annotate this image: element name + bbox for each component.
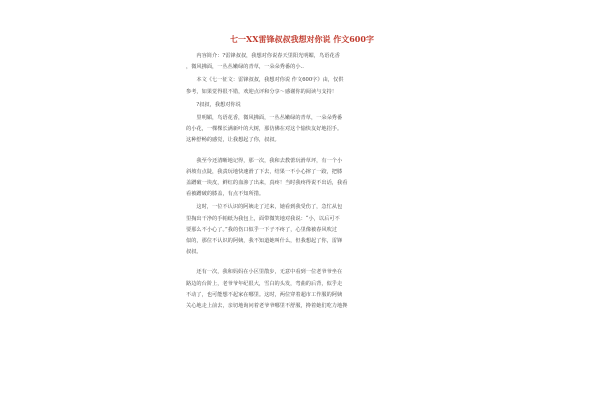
text-line: 斜坡有点陡，我责玩地快速滑了下去，结果一不小心摔了一跤，把膝 <box>186 168 343 175</box>
text-line: 的小花，一棵棵长满新叶的大树，那仿佛在对这个愉快友好地招手。 <box>186 126 343 133</box>
text-line: 内容简介：?雷锋叔叔，我想对你说春天里阳光明媚，鸟语花香 <box>196 53 340 59</box>
text-line: 参考，如果觉得很不错，欢迎点评和分享～感谢你的阅读与支持！ <box>186 88 338 95</box>
text-line: ，微风拂面，一丛丛嫩绿的青草，一朵朵秀番的小.. <box>186 64 304 71</box>
text-line: 路边的台阶上，老爷爷年纪很大，雪白的头发，弯曲的后背，似乎走 <box>186 280 343 287</box>
spacer <box>186 260 418 267</box>
spacer <box>186 149 418 156</box>
paragraph-source-note <box>186 75 418 97</box>
text-line: 要那么不小心了。”我的伤口似乎一下子不疼了，心里像被春风吹过 <box>186 226 338 233</box>
paragraph-grandpa <box>186 267 418 312</box>
text-line: 盖蹭破一块皮，鲜红的血渗了出来，真疼！当时我疼得说不出话，我看 <box>186 180 348 187</box>
paragraph-stranger <box>186 202 418 258</box>
document-title: 七一XX雷锋叔叔我想对你说 作文600字 <box>230 34 374 44</box>
text-line: 这种舒畅的感觉，让我想起了你，叔叔。 <box>186 137 280 144</box>
text-line: 里明媚，鸟语花香，微风拂面，一丛丛嫩绿的青草，一朵朵秀番 <box>196 115 343 122</box>
text-line: 不动了，也可能想不起家在哪里。这时，两位穿着超市工作服的阿姨 <box>186 291 343 298</box>
text-line: 还有一次，我和妈妈在小区里散步，无意中看到一位老爷爷坐在 <box>196 269 343 276</box>
paragraph-memory <box>186 156 418 201</box>
text-line: 我至今还清晰地记得，那一次，我和去教蕾玩滑草坪，有一个小 <box>196 157 343 164</box>
paragraph-spring <box>186 113 418 147</box>
text-line: ?叔叔，我想对你说 <box>196 101 241 108</box>
text-line: 里掏出干净的手帕纸为我包上，面带微笑地对我说：“小，以后可不 <box>186 215 340 222</box>
text-line: 本文《七一征文：雷锋叔叔，我想对你说 作文600字》由，仅供 <box>196 77 344 84</box>
paragraph-heading <box>186 100 418 111</box>
text-line: 叔叔。 <box>186 249 202 256</box>
text-line: 关心地走上前去，亲切地询问着老爷爷哪里不舒服，搀着她们吃力地搀 <box>186 303 348 310</box>
text-line: 似的，那位不认识的阿姨，我不知道她叫什么，但我想起了你，雷锋 <box>186 238 343 245</box>
text-line: 看被蹭破的膝盖，有点不知所措。 <box>186 191 265 198</box>
text-line: 这时，一位不认识的阿姨走了过来，她看到我受伤了，急忙从包 <box>196 204 343 211</box>
paragraph-summary <box>186 51 418 73</box>
document-page <box>186 34 418 314</box>
